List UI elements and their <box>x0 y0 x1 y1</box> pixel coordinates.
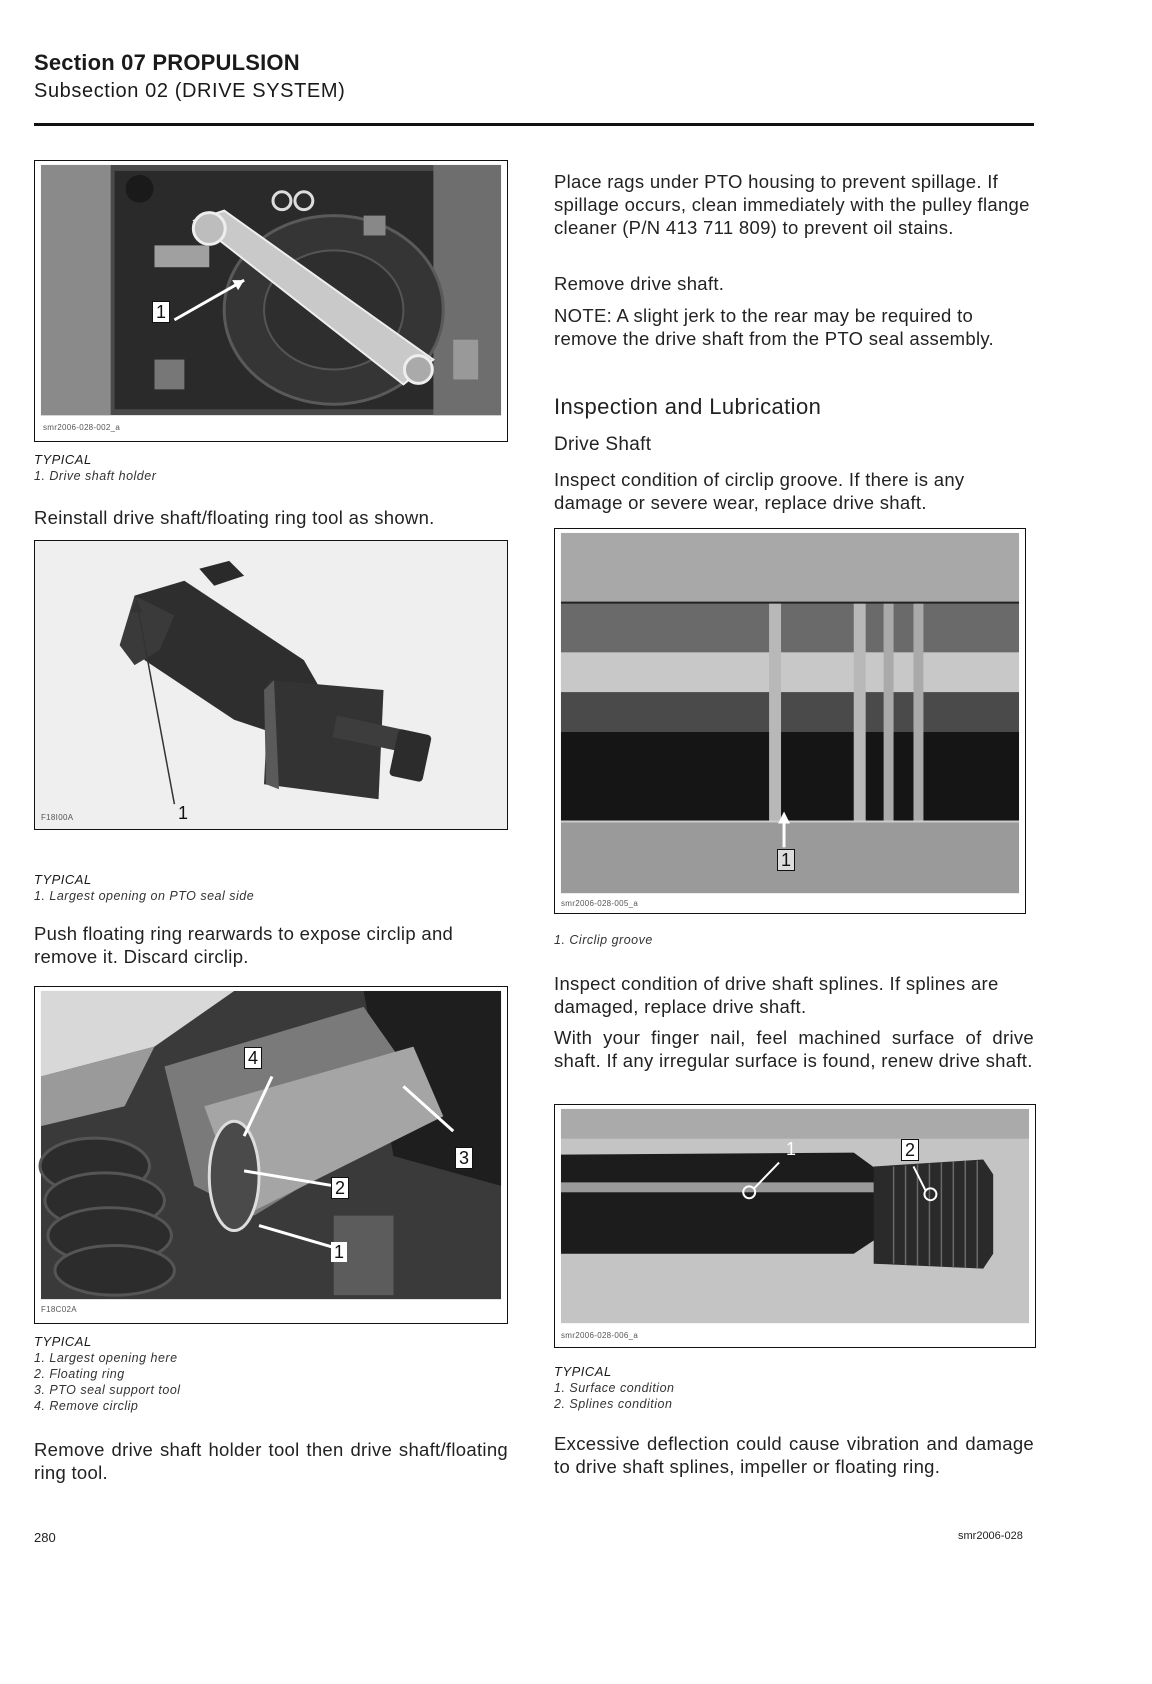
paragraph: Excessive deflection could cause vibration and damage to drive shaft splines, impeller or floating ring. <box>554 1433 1034 1477</box>
figure-circlip-groove <box>554 528 1026 914</box>
figure-callout: 2 <box>331 1177 349 1199</box>
header-rule <box>34 123 1034 126</box>
figure-caption-title: TYPICAL <box>554 1364 612 1379</box>
figure-callout: 3 <box>455 1147 473 1169</box>
figure-callout: 2 <box>901 1139 919 1161</box>
paragraph: With your finger nail, feel machined surface of drive shaft. If any irregular surface is found, renew drive shaft. <box>554 1027 1034 1071</box>
paragraph: Remove drive shaft holder tool then drive shaft/floating ring tool. <box>34 1439 508 1483</box>
photo-floating-ring-tool <box>35 541 507 829</box>
figure-caption-item: 1. Largest opening on PTO seal side <box>34 889 255 903</box>
figure-id: smr2006-028-002_a <box>43 423 121 432</box>
note-label: NOTE: <box>554 305 613 326</box>
figure-remove-circlip <box>34 986 508 1324</box>
figure-callout: 1 <box>178 803 189 823</box>
figure-callout: 1 <box>152 301 170 323</box>
paragraph: Push floating ring rearwards to expose circlip and remove it. Discard circlip. <box>34 923 454 967</box>
figure-shaft-surface-splines <box>554 1104 1036 1348</box>
note-paragraph <box>554 304 1034 350</box>
document-code: smr2006-028 <box>958 1530 1023 1542</box>
figure-caption-title: TYPICAL <box>34 1334 92 1349</box>
section-title: Section 07 PROPULSION <box>34 50 300 75</box>
figure-caption-item: 1. Surface condition <box>554 1381 675 1395</box>
note-text: A slight jerk to the rear may be required to remove the drive shaft from the PTO seal assembly. <box>554 305 994 349</box>
figure-id: F18C02A <box>41 1305 77 1314</box>
figure-caption-item: 2. Floating ring <box>34 1367 125 1381</box>
figure-caption-item: 4. Remove circlip <box>34 1399 139 1413</box>
figure-caption-item: 3. PTO seal support tool <box>34 1383 181 1397</box>
figure-floating-ring-tool <box>34 540 508 830</box>
figure-callout: 4 <box>244 1047 262 1069</box>
figure-callout: 1 <box>777 849 795 871</box>
subsection-title: Subsection 02 (DRIVE SYSTEM) <box>34 80 346 102</box>
figure-callout: 1 <box>331 1242 347 1262</box>
figure-caption-title: TYPICAL <box>34 872 92 887</box>
paragraph: Inspect condition of drive shaft splines. If splines are damaged, replace drive shaft. <box>554 973 999 1017</box>
section-heading: Inspection and Lubrication <box>554 394 822 419</box>
paragraph: Reinstall drive shaft/floating ring tool as shown. <box>34 507 435 528</box>
figure-caption-item: 1. Drive shaft holder <box>34 469 157 483</box>
figure-id: smr2006-028-005_a <box>561 899 639 908</box>
figure-caption-item: 1. Circlip groove <box>554 933 653 947</box>
page-number: 280 <box>34 1530 56 1545</box>
figure-caption-item: 2. Splines condition <box>554 1397 673 1411</box>
photo-drive-shaft-holder <box>35 161 507 441</box>
figure-caption-title: TYPICAL <box>34 452 92 467</box>
figure-caption-item: 1. Largest opening here <box>34 1351 178 1365</box>
paragraph: Place rags under PTO housing to prevent spillage. If spillage occurs, clean immediately with the pulley flange cleaner (P/N 413 711 809) to prevent oil stains. <box>554 171 1030 238</box>
photo-remove-circlip <box>35 987 507 1323</box>
figure-drive-shaft-holder <box>34 160 508 442</box>
figure-id: smr2006-028-006_a <box>561 1331 639 1340</box>
figure-callout: 1 <box>786 1139 797 1159</box>
figure-id: F18I00A <box>41 813 74 822</box>
paragraph: Remove drive shaft. <box>554 273 725 294</box>
subsection-heading: Drive Shaft <box>554 434 652 455</box>
paragraph: Inspect condition of circlip groove. If there is any damage or severe wear, replace drive shaft. <box>554 469 965 513</box>
